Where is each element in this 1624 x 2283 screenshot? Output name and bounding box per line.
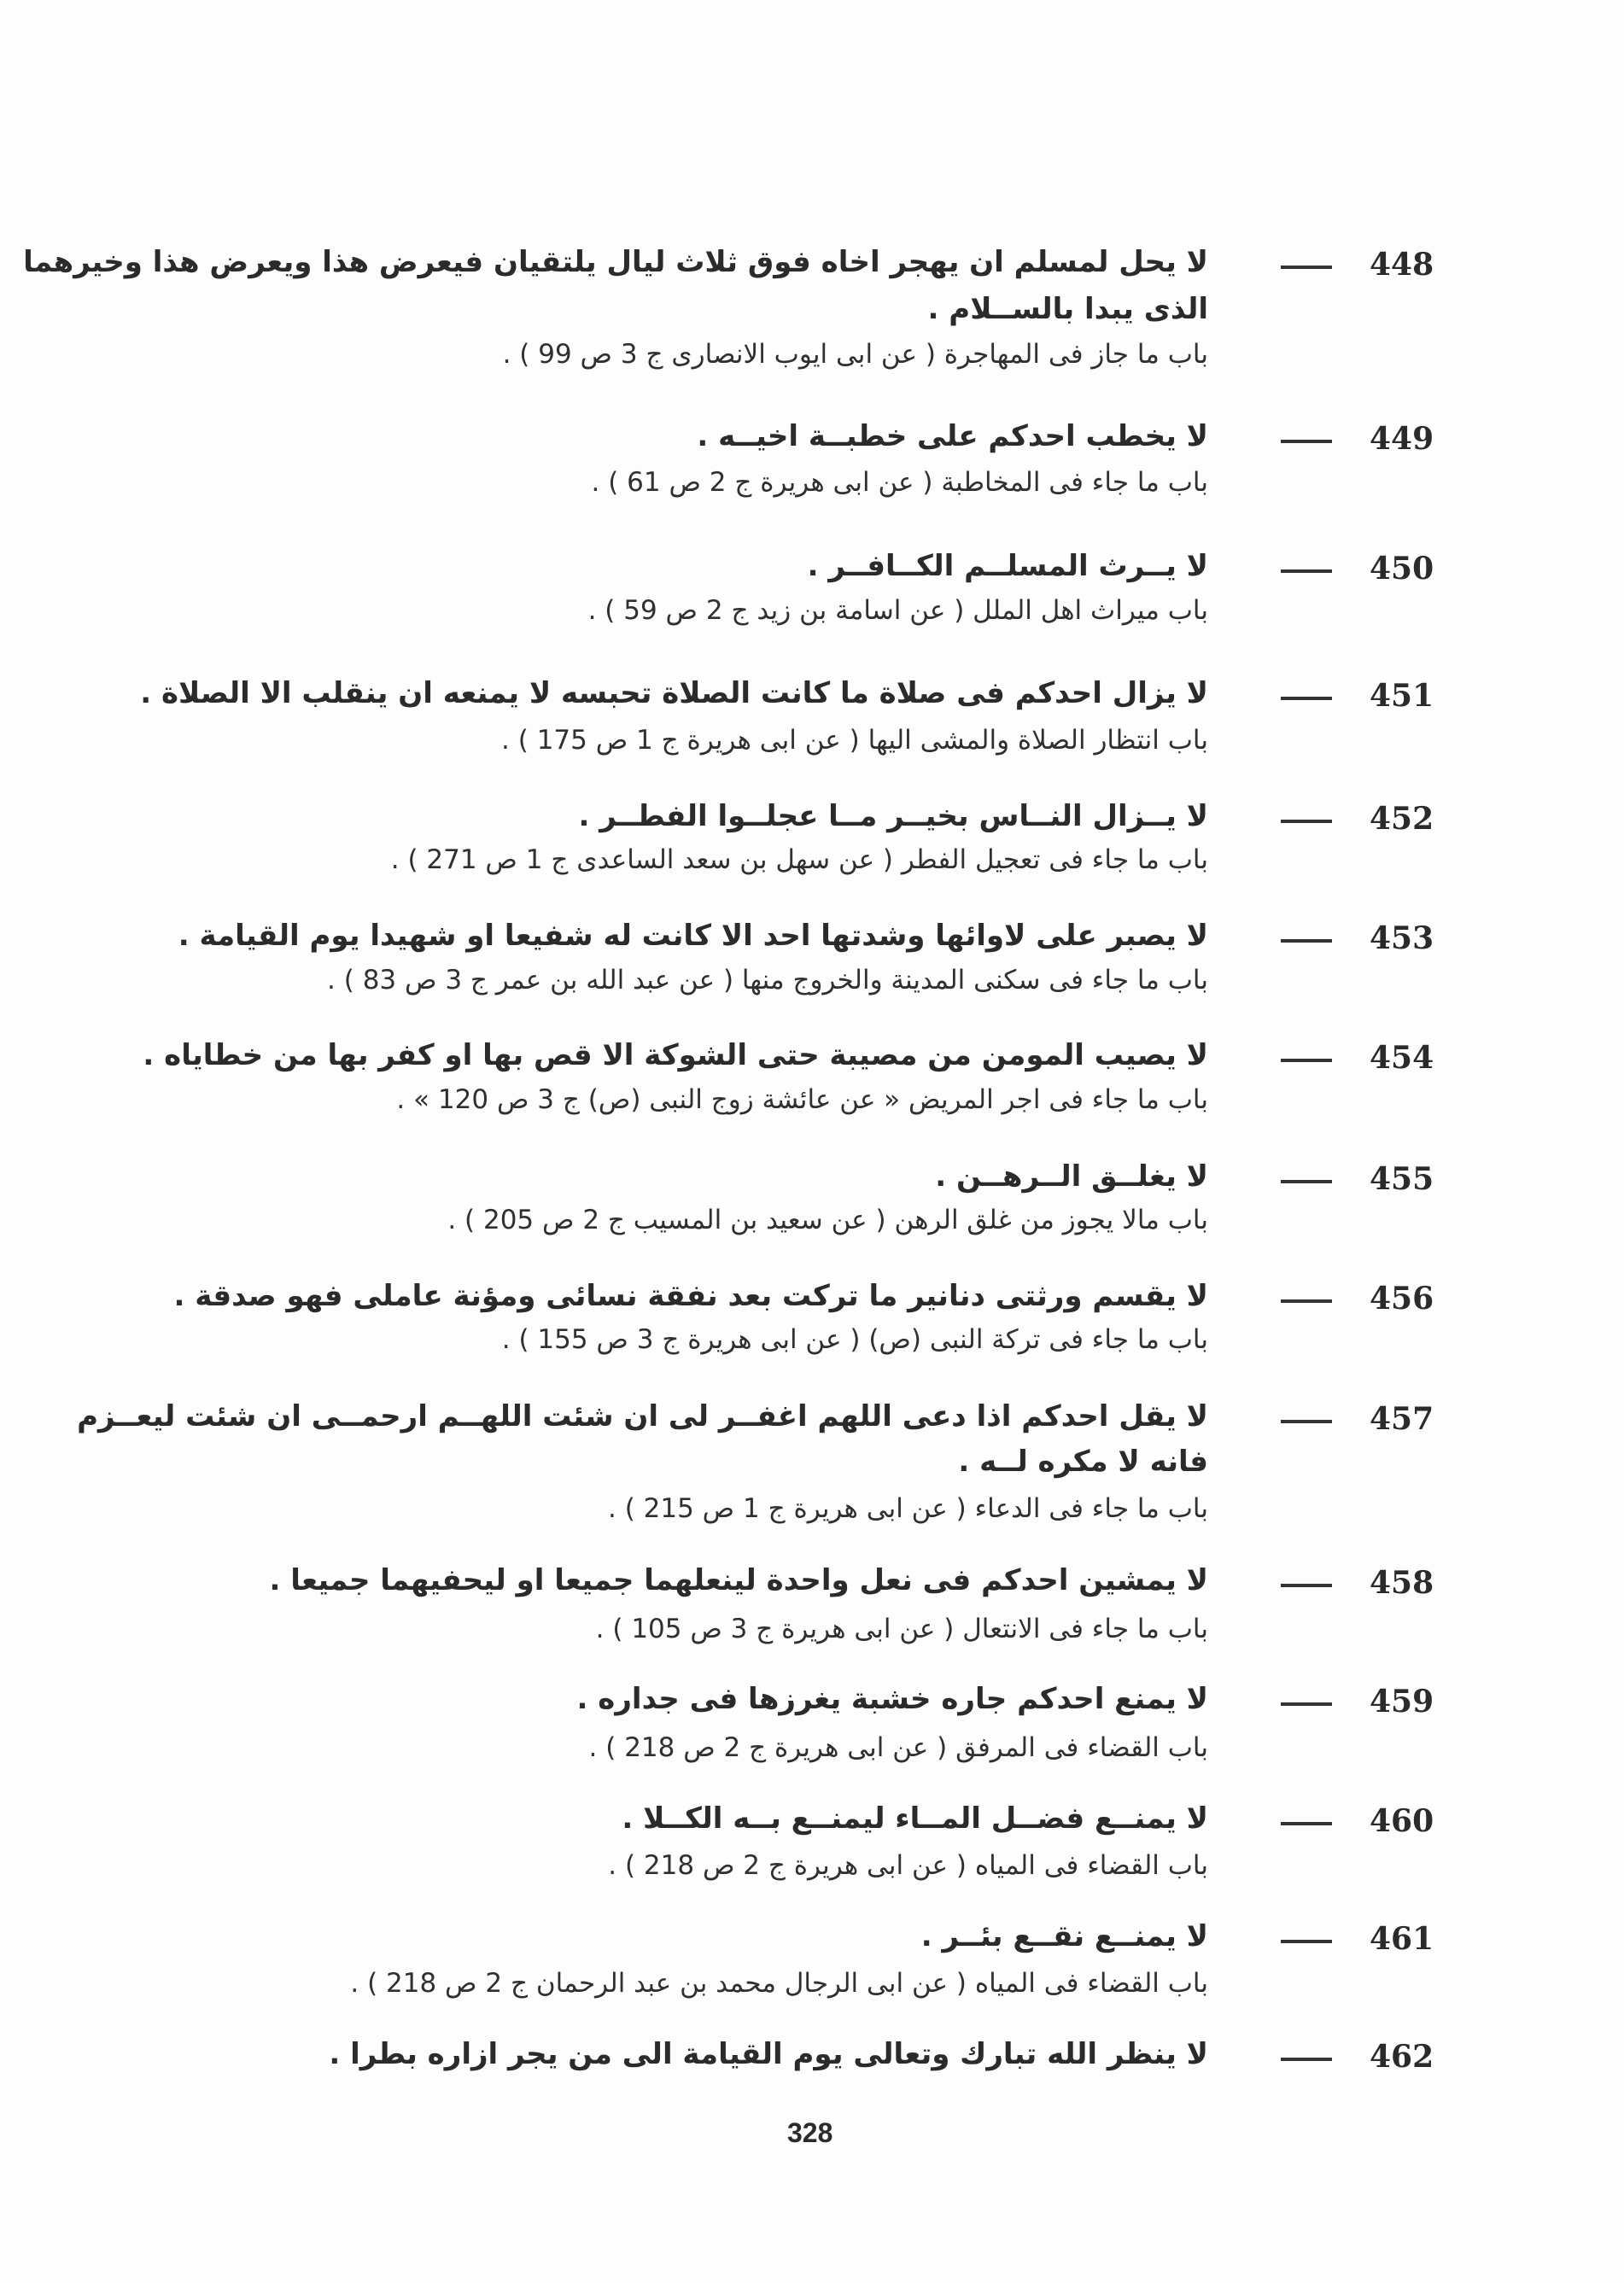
hadith-reference: باب ما جاء فى الانتعال ( عن ابى هريرة ج 3 ص 105 ) .	[595, 1614, 1208, 1644]
entry-dash	[1281, 1584, 1332, 1587]
entry-dash	[1281, 1940, 1332, 1943]
entry-number: 453	[1370, 920, 1434, 956]
entry-dash	[1281, 697, 1332, 700]
entry-dash	[1281, 1299, 1332, 1303]
entry-dash	[1281, 1822, 1332, 1825]
entry-number: 457	[1370, 1401, 1434, 1437]
entry-dash	[1281, 569, 1332, 573]
hadith-text: لا يخطب احدكم على خطبــة اخيــه .	[697, 419, 1208, 453]
entry-number: 460	[1370, 1803, 1434, 1839]
hadith-text: لا يمشين احدكم فى نعل واحدة لينعلهما جميعا او ليحفيهما جميعا .	[269, 1563, 1208, 1597]
hadith-text: لا يزال احدكم فى صلاة ما كانت الصلاة تحبسه لا يمنعه ان ينقلب الا الصلاة .	[140, 676, 1208, 710]
hadith-text: لا ينظر الله تبارك وتعالى يوم القيامة الى من يجر ازاره بطرا .	[329, 2037, 1208, 2071]
hadith-text: لا يقل احدكم اذا دعى اللهم اغفــر لى ان شئت اللهــم ارحمــى ان شئت ليعــزم	[77, 1399, 1208, 1433]
entry-number: 461	[1370, 1921, 1434, 1957]
hadith-reference: باب القضاء فى المياه ( عن ابى هريرة ج 2 ص 218 ) .	[608, 1850, 1208, 1881]
entry-number: 456	[1370, 1281, 1434, 1317]
entry-dash	[1281, 939, 1332, 943]
hadith-text: لا يصبر على لاوائها وشدتها احد الا كانت له شفيعا او شهيدا يوم القيامة .	[178, 919, 1208, 953]
hadith-reference: باب ما جاء فى المخاطبة ( عن ابى هريرة ج 2 ص 61 ) .	[591, 467, 1208, 498]
hadith-reference: باب القضاء فى المياه ( عن ابى الرجال محمد بن عبد الرحمان ج 2 ص 218 ) .	[350, 1968, 1208, 1999]
hadith-reference: باب ما جاء فى سكنى المدينة والخروج منها ( عن عبد الله بن عمر ج 3 ص 83 ) .	[327, 965, 1208, 996]
hadith-text: فانه لا مكره لــه .	[958, 1445, 1208, 1479]
entry-dash	[1281, 1702, 1332, 1706]
entry-dash	[1281, 2058, 1332, 2061]
hadith-reference: باب القضاء فى المرفق ( عن ابى هريرة ج 2 ص 218 ) .	[588, 1732, 1208, 1763]
entry-number: 462	[1370, 2039, 1434, 2075]
hadith-text: لا يغلــق الــرهــن .	[935, 1159, 1208, 1194]
entry-dash	[1281, 820, 1332, 823]
hadith-text: لا يــرث المسلــم الكــافــر .	[807, 549, 1208, 583]
entry-dash	[1281, 266, 1332, 269]
hadith-reference: باب ما جاء فى تعجيل الفطر ( عن سهل بن سعد الساعدى ج 1 ص 271 ) .	[390, 844, 1208, 875]
entry-number: 450	[1370, 551, 1434, 587]
entry-number: 451	[1370, 678, 1434, 714]
entry-number: 449	[1370, 421, 1434, 457]
hadith-text: الذى يبدا بالســلام .	[927, 292, 1208, 326]
entry-dash	[1281, 440, 1332, 443]
hadith-text: لا يصيب المومن من مصيبة حتى الشوكة الا قص بها او كفر بها من خطاياه .	[143, 1038, 1208, 1072]
entry-dash	[1281, 1420, 1332, 1423]
entry-dash	[1281, 1059, 1332, 1062]
entry-number: 452	[1370, 801, 1434, 837]
entry-number: 454	[1370, 1040, 1434, 1076]
hadith-text: لا يمنــع فضــل المــاء ليمنــع بــه الكــلا .	[622, 1801, 1208, 1836]
hadith-text: لا يــزال النــاس بخيــر مــا عجلــوا الفطــر .	[578, 799, 1208, 833]
hadith-text: لا يقسم ورثتى دنانير ما تركت بعد نفقة نسائى ومؤنة عاملى فهو صدقة .	[173, 1279, 1208, 1313]
entry-number: 458	[1370, 1565, 1434, 1601]
page-number: 328	[787, 2117, 833, 2148]
entry-number: 455	[1370, 1161, 1434, 1197]
hadith-reference: باب ما جاء فى تركة النبى (ص) ( عن ابى هريرة ج 3 ص 155 ) .	[501, 1324, 1208, 1355]
hadith-text: لا يمنع احدكم جاره خشبة يغرزها فى جداره .	[576, 1682, 1208, 1716]
hadith-reference: باب ما جاز فى المهاجرة ( عن ابى ايوب الانصارى ج 3 ص 99 ) .	[502, 339, 1208, 370]
hadith-text: لا يمنــع نقــع بئــر .	[920, 1919, 1208, 1953]
entry-number: 459	[1370, 1684, 1434, 1720]
hadith-reference: باب انتظار الصلاة والمشى اليها ( عن ابى هريرة ج 1 ص 175 ) .	[501, 725, 1208, 756]
hadith-reference: باب مالا يجوز من غلق الرهن ( عن سعيد بن المسيب ج 2 ص 205 ) .	[447, 1205, 1208, 1235]
hadith-reference: باب ما جاء فى اجر المريض « عن عائشة زوج النبى (ص) ج 3 ص 120 » .	[396, 1084, 1208, 1115]
hadith-reference: باب ميراث اهل الملل ( عن اسامة بن زيد ج 2 ص 59 ) .	[587, 595, 1208, 626]
hadith-reference: باب ما جاء فى الدعاء ( عن ابى هريرة ج 1 ص 215 ) .	[608, 1493, 1208, 1524]
entry-dash	[1281, 1180, 1332, 1183]
hadith-text: لا يحل لمسلم ان يهجر اخاه فوق ثلاث ليال يلتقيان فيعرض هذا ويعرض هذا وخيرهما	[23, 245, 1208, 279]
entry-number: 448	[1370, 247, 1434, 283]
